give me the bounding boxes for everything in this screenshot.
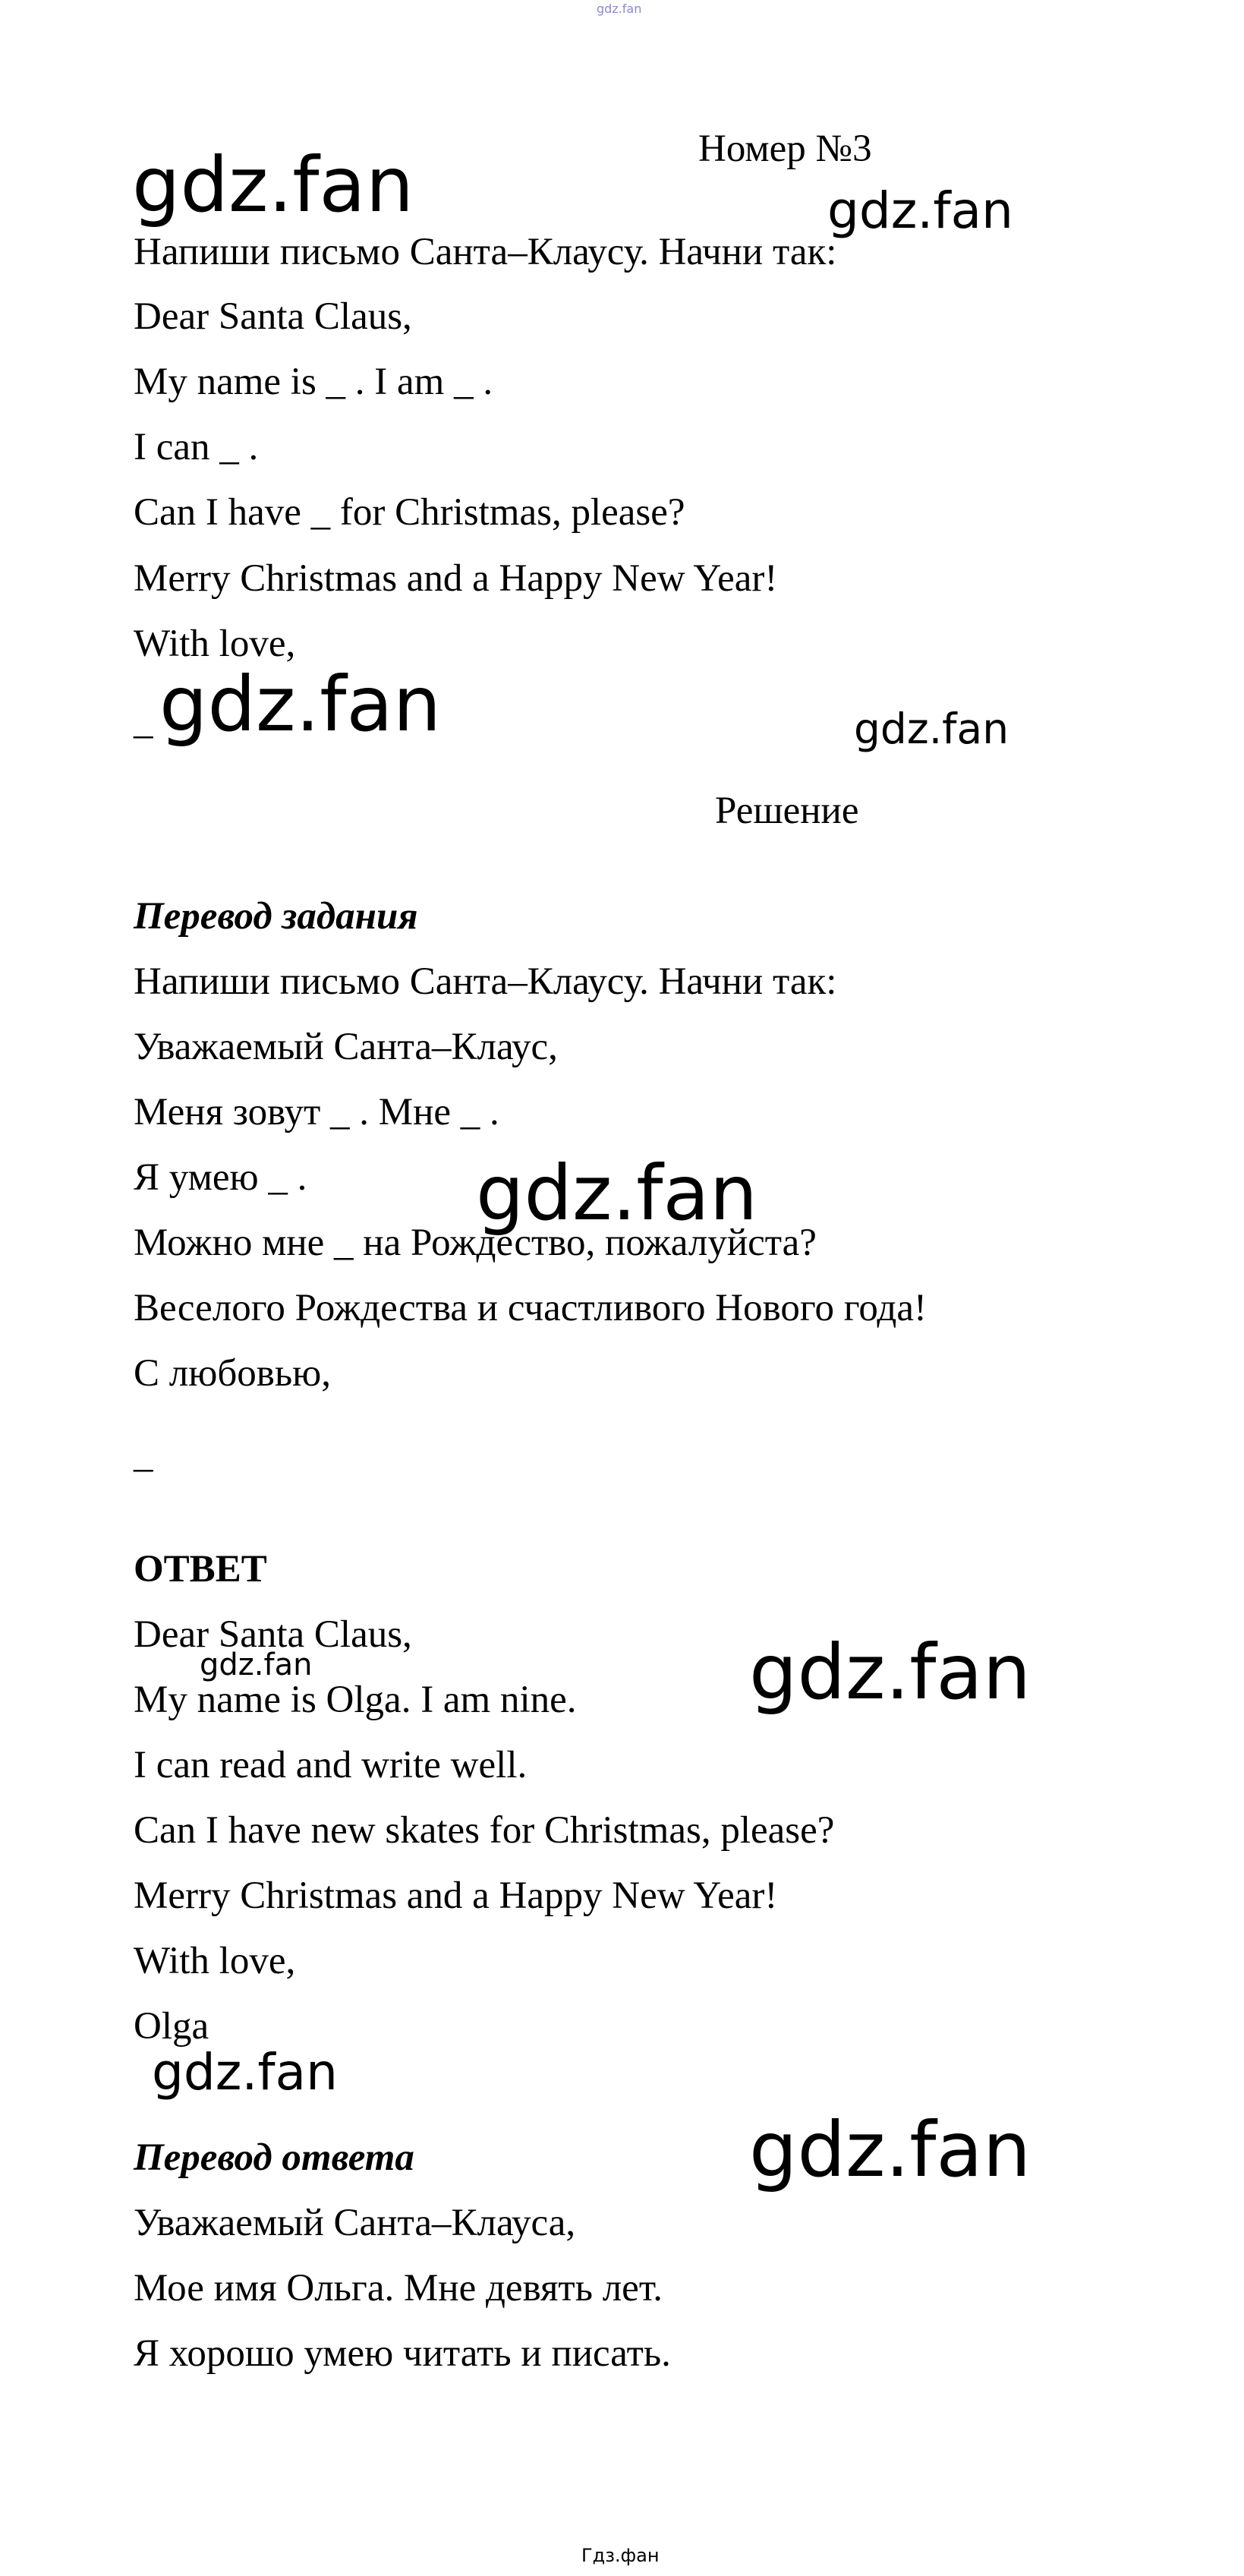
watermark: gdz.fan xyxy=(749,2105,1031,2194)
watermark: gdz.fan xyxy=(159,660,442,749)
task-line: Merry Christmas and a Happy New Year! xyxy=(134,557,778,600)
answer-line: My name is Olga. I am nine. xyxy=(134,1679,577,1721)
task-line: With love, xyxy=(134,623,296,665)
watermark: gdz.fan xyxy=(854,705,1009,753)
task-line: Dear Santa Claus, xyxy=(134,295,412,338)
watermark: gdz.fan xyxy=(132,140,414,229)
answer-line: Dear Santa Claus, xyxy=(134,1613,412,1656)
task-line: _ xyxy=(134,700,153,743)
answer-line: Merry Christmas and a Happy New Year! xyxy=(134,1874,778,1917)
task-translation-heading: Перевод задания xyxy=(134,895,418,938)
answer-translation-heading: Перевод ответа xyxy=(134,2136,414,2179)
answer-line: I can read and write well. xyxy=(134,1744,528,1786)
translation-line: Веселого Рождества и счастливого Нового года! xyxy=(134,1287,927,1329)
task-line: I can _ . xyxy=(134,426,259,468)
answer-translation-line: Уважаемый Санта–Клауса, xyxy=(134,2202,576,2244)
translation-line: Уважаемый Санта–Клаус, xyxy=(134,1026,558,1068)
page-title: Номер №3 xyxy=(698,128,872,170)
answer-line: Can I have new skates for Christmas, please? xyxy=(134,1809,835,1852)
watermark: gdz.fan xyxy=(749,1628,1031,1717)
translation-line: Можно мне _ на Рождество, пожалуйста? xyxy=(134,1222,817,1264)
translation-line: Меня зовут _ . Мне _ . xyxy=(134,1091,499,1134)
watermark: gdz.fan xyxy=(476,1149,758,1238)
answer-line: Olga xyxy=(134,2005,209,2048)
translation-line: Напиши письмо Санта–Клаусу. Начни так: xyxy=(134,960,837,1003)
translation-line: Я умею _ . xyxy=(134,1156,307,1199)
task-line: Can I have _ for Christmas, please? xyxy=(134,491,685,534)
watermark: gdz.fan xyxy=(200,1647,313,1682)
answer-heading: ОТВЕТ xyxy=(134,1548,267,1591)
footer-watermark: Гдз.фан xyxy=(581,2545,660,2566)
watermark: gdz.fan xyxy=(152,2043,338,2101)
answer-translation-line: Я хорошо умею читать и писать. xyxy=(134,2332,671,2375)
task-instruction: Напиши письмо Санта–Клаусу. Начни так: xyxy=(134,231,837,273)
translation-line: С любовью, xyxy=(134,1352,331,1395)
answer-line: With love, xyxy=(134,1940,296,1982)
translation-line: _ xyxy=(134,1433,153,1476)
header-watermark: gdz.fan xyxy=(597,2,642,16)
answer-translation-line: Мое имя Ольга. Мне девять лет. xyxy=(134,2267,663,2310)
watermark: gdz.fan xyxy=(827,181,1013,240)
task-line: My name is _ . I am _ . xyxy=(134,361,493,403)
solution-label: Решение xyxy=(715,790,859,832)
